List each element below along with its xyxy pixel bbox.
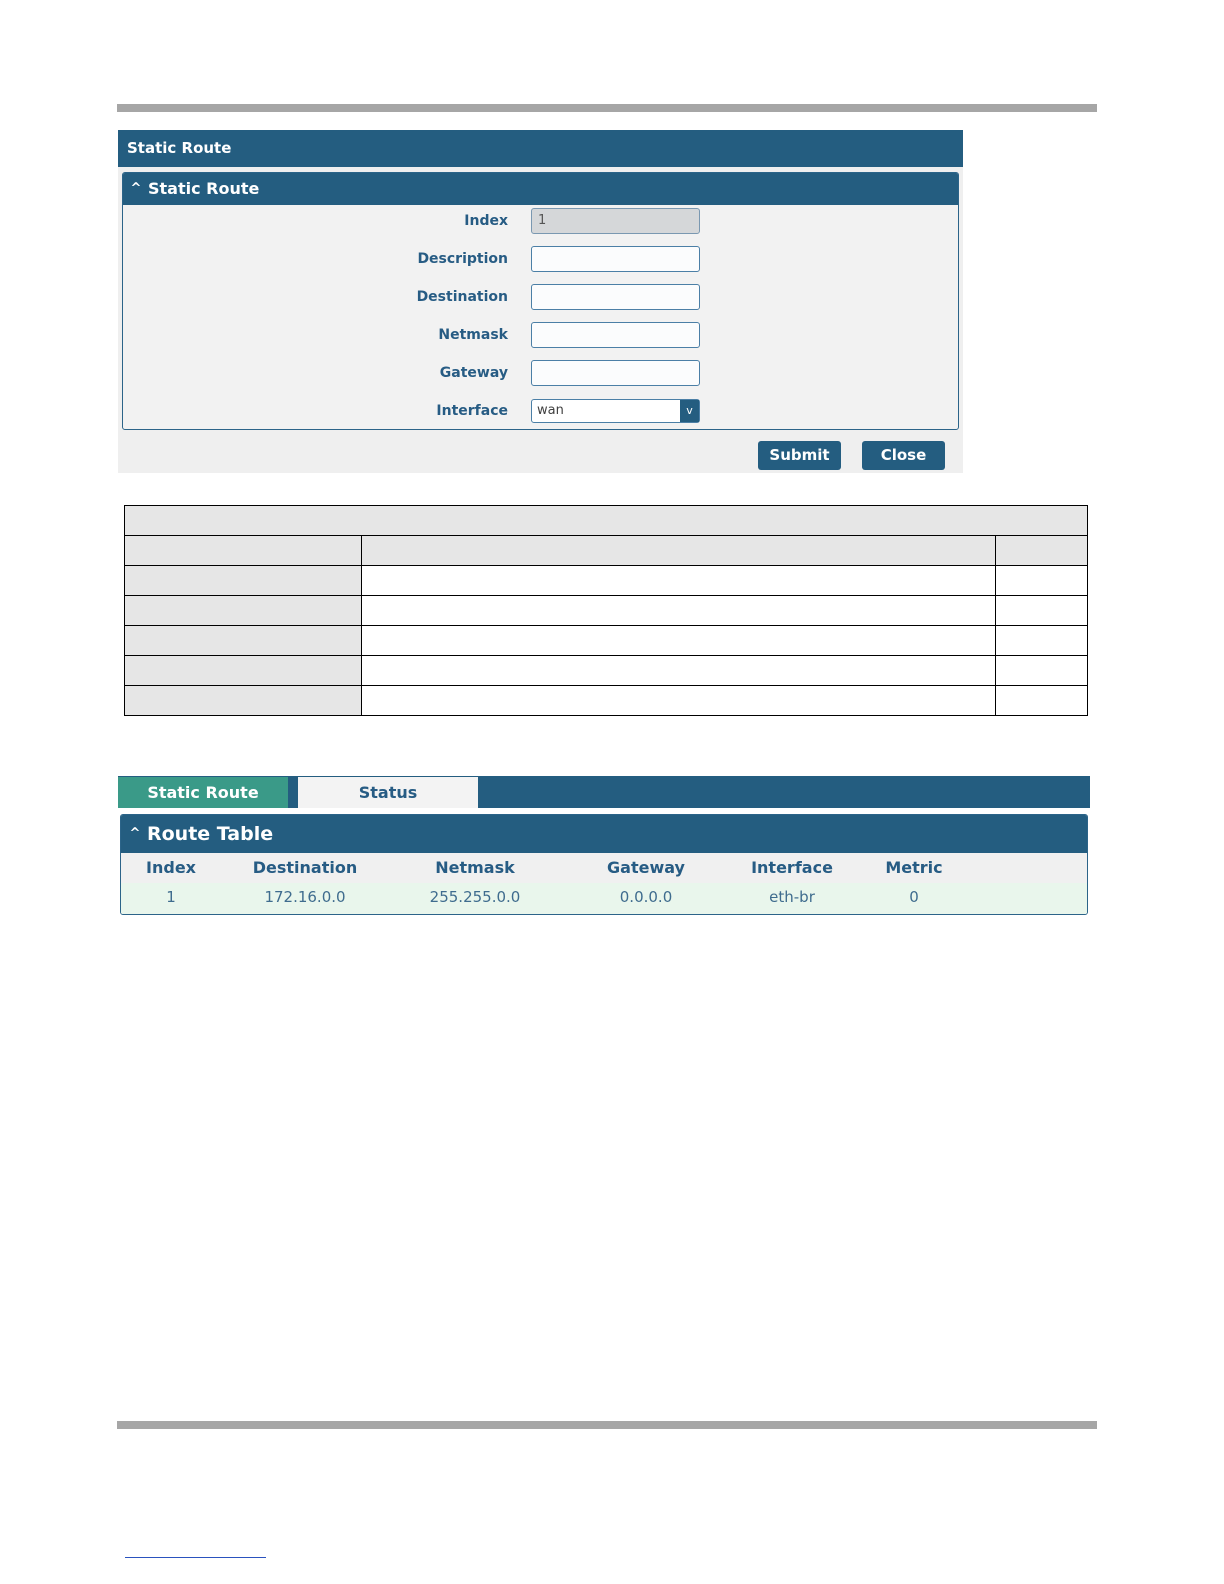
table-row (125, 596, 1088, 626)
table-header-cell (125, 536, 362, 566)
table-cell (362, 626, 996, 656)
table-cell (125, 596, 362, 626)
description-label: Description (417, 251, 508, 267)
chevron-down-icon[interactable]: v (680, 400, 699, 422)
table-cell (996, 686, 1088, 716)
gateway-label: Gateway (439, 365, 508, 381)
index-row (123, 207, 958, 235)
page-bottom-rule (117, 1421, 1097, 1429)
cell-netmask: 255.255.0.0 (429, 888, 521, 906)
interface-label: Interface (436, 403, 508, 419)
column-header-index: Index (146, 858, 196, 877)
tab-status[interactable]: Status (298, 777, 478, 808)
route-table-header[interactable] (121, 815, 1087, 853)
panel-header[interactable] (123, 173, 958, 205)
description-input[interactable] (531, 246, 700, 272)
table-row (125, 626, 1088, 656)
table-cell (362, 686, 996, 716)
panel-title: Static Route (148, 179, 260, 198)
close-button[interactable]: Close (862, 441, 945, 470)
column-header-interface: Interface (751, 858, 833, 877)
dialog-title: Static Route (118, 130, 963, 167)
table-row (121, 883, 1087, 914)
chevron-up-icon[interactable]: ^ (130, 181, 142, 196)
netmask-row (123, 321, 958, 349)
table-header-row (125, 536, 1088, 566)
gateway-input[interactable] (531, 360, 700, 386)
netmask-input[interactable] (531, 322, 700, 348)
interface-value: wan (537, 403, 564, 418)
table-title-cell (125, 506, 1088, 536)
submit-button[interactable]: Submit (758, 441, 841, 470)
gateway-row (123, 359, 958, 387)
table-cell (996, 596, 1088, 626)
tab-bar (118, 776, 1090, 808)
destination-input[interactable] (531, 284, 700, 310)
interface-select[interactable] (531, 399, 700, 423)
index-field: 1 (531, 208, 700, 234)
table-cell (125, 656, 362, 686)
cell-gateway: 0.0.0.0 (619, 888, 673, 906)
chevron-up-icon[interactable]: ^ (129, 826, 141, 841)
table-row (125, 656, 1088, 686)
table-cell (362, 596, 996, 626)
table-cell (996, 566, 1088, 596)
column-header-destination: Destination (252, 858, 358, 877)
table-row (125, 566, 1088, 596)
cell-destination: 172.16.0.0 (264, 888, 346, 906)
table-header-cell (362, 536, 996, 566)
static-route-dialog (118, 130, 963, 473)
route-table-columns (121, 853, 1087, 883)
route-table-panel (120, 814, 1088, 915)
tab-static-route[interactable]: Static Route (118, 777, 288, 808)
interface-row (123, 397, 958, 425)
cell-metric: 0 (909, 888, 919, 906)
index-label: Index (464, 213, 508, 229)
column-header-netmask: Netmask (435, 858, 515, 877)
table-cell (362, 656, 996, 686)
table-cell (996, 626, 1088, 656)
cell-interface: eth-br (769, 888, 815, 906)
static-route-panel (122, 172, 959, 430)
destination-row (123, 283, 958, 311)
column-header-gateway: Gateway (607, 858, 685, 877)
destination-label: Destination (416, 289, 508, 305)
parameter-table (124, 505, 1088, 716)
netmask-label: Netmask (438, 327, 508, 343)
page-top-rule (117, 104, 1097, 112)
table-cell (125, 566, 362, 596)
footer-link-underline (125, 1557, 266, 1558)
table-cell (125, 686, 362, 716)
table-row (125, 686, 1088, 716)
description-row (123, 245, 958, 273)
column-header-metric: Metric (885, 858, 943, 877)
table-header-cell (996, 536, 1088, 566)
cell-index: 1 (166, 888, 176, 906)
table-title-row (125, 506, 1088, 536)
table-cell (125, 626, 362, 656)
route-table-title: Route Table (147, 823, 274, 845)
table-cell (362, 566, 996, 596)
table-cell (996, 656, 1088, 686)
